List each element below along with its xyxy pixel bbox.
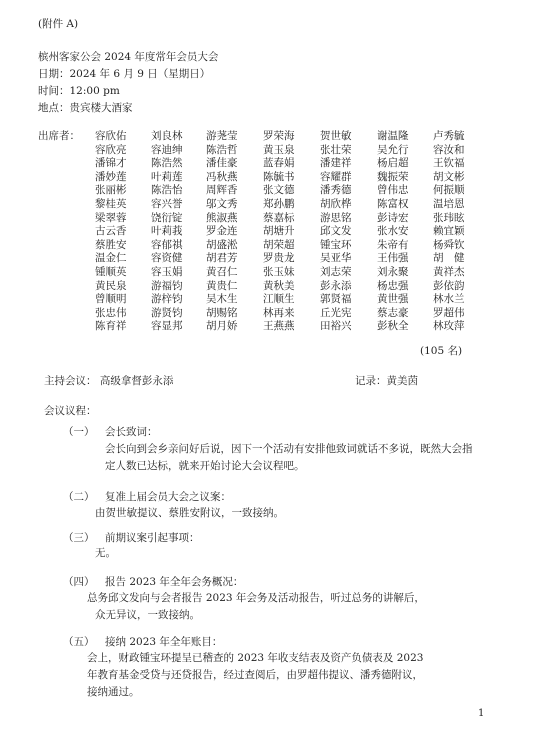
attendee-name: 刘志荣 bbox=[320, 266, 352, 278]
attendee-name: 张玮眩 bbox=[433, 211, 465, 224]
agenda-item-1-body bbox=[105, 441, 473, 475]
attendance-count: (105 名) bbox=[420, 345, 463, 357]
attendee-name: 刘永聚 bbox=[377, 266, 409, 278]
agenda-item-4-line: 总务邱文发向与会者报告 2023 年会务及活动报告，听过总务的讲解后， bbox=[87, 592, 425, 604]
attendee-name: 游思铭 bbox=[320, 211, 352, 224]
attendee-name: 锺顺英 bbox=[95, 266, 127, 278]
event-venue: 地点：贵宾楼大酒家 bbox=[38, 102, 133, 114]
attendee-name: 郑孙鹏 bbox=[263, 198, 295, 210]
attendee-name: 容资健 bbox=[151, 252, 183, 265]
attendee-name: 曾伟忠 bbox=[377, 184, 409, 197]
agenda-item-5-number: （五） bbox=[63, 636, 95, 648]
attendee-name: 陈浩然 bbox=[151, 157, 183, 170]
attendee-name: 张玉妹 bbox=[263, 266, 295, 278]
attendee-name: 魏振荣 bbox=[377, 170, 409, 183]
attendee-row bbox=[95, 293, 515, 306]
attendee-name: 潘佳豪 bbox=[206, 157, 238, 170]
attendee-name: 胡塘升 bbox=[263, 225, 295, 238]
attendee-name: 温培恩 bbox=[433, 198, 465, 210]
agenda-item-3-number: （三） bbox=[63, 532, 95, 544]
attendee-name: 罗超伟 bbox=[433, 306, 465, 319]
attendee-name: 赖宜颖 bbox=[433, 225, 465, 238]
agenda-item-4-line: 众无异议，一致接纳。 bbox=[95, 609, 200, 621]
attendee-name: 潘建祥 bbox=[320, 157, 352, 170]
attendee-row bbox=[95, 307, 515, 320]
attendee-name: 游贤钧 bbox=[151, 306, 183, 319]
agenda-item-1-line: 定人数已达标，就来开始讨论大会议程吧。 bbox=[105, 460, 305, 472]
event-date: 日期：2024 年 6 月 9 日（星期日） bbox=[38, 68, 211, 80]
agenda-item-3-line: 无。 bbox=[95, 547, 116, 559]
agenda-item-2-number: （二） bbox=[63, 491, 95, 503]
attendee-name: 胡 健 bbox=[433, 252, 465, 265]
attendee-name: 何振顺 bbox=[433, 184, 465, 197]
attendee-name: 张水安 bbox=[377, 225, 409, 238]
attendee-name: 容欣亮 bbox=[95, 143, 127, 156]
attendee-name: 黄玉泉 bbox=[263, 143, 295, 156]
attendee-row bbox=[95, 320, 515, 333]
agenda-item-5-line: 年教育基金受贷与还贷报告，经过查阅后，由罗超伟提议、潘秀德附议， bbox=[87, 669, 423, 681]
attendee-name: 黄秋美 bbox=[263, 279, 295, 292]
attendee-name: 黄祥杰 bbox=[433, 266, 465, 278]
attendee-name: 吴木生 bbox=[206, 293, 238, 306]
attendee-name: 吴亚华 bbox=[320, 252, 352, 265]
annex-label: (附件 A) bbox=[38, 18, 79, 30]
attendee-name: 蔡嘉标 bbox=[263, 211, 295, 224]
attendee-name: 卢秀毓 bbox=[433, 130, 465, 142]
attendee-name: 刘良林 bbox=[151, 130, 183, 142]
attendee-name: 叶莉莪 bbox=[151, 225, 183, 238]
attendee-row bbox=[95, 144, 515, 157]
attendee-name: 丘光宪 bbox=[320, 306, 352, 319]
attendee-name: 胡盛淞 bbox=[206, 238, 238, 251]
chairperson: 主持会议： 高级拿督彭永添 bbox=[44, 375, 174, 387]
attendee-name: 朱帝有 bbox=[377, 238, 409, 251]
attendee-name: 蓝春娟 bbox=[263, 157, 295, 170]
attendee-name: 杨启超 bbox=[377, 157, 409, 170]
attendee-name: 胡欣桦 bbox=[320, 198, 352, 210]
agenda-item-3-title: 前期议案引起事项： bbox=[105, 532, 200, 544]
attendee-name: 黄贵仁 bbox=[206, 279, 238, 292]
attendee-name: 胡月娇 bbox=[206, 320, 238, 333]
attendee-name: 胡荣超 bbox=[263, 238, 295, 251]
attendee-name: 容玉娟 bbox=[151, 266, 183, 278]
agenda-item-1-title: 会长致词： bbox=[105, 426, 158, 438]
attendee-name: 容兴誉 bbox=[151, 198, 183, 210]
agenda-item-5-title: 接纳 2023 年全年账目： bbox=[105, 636, 223, 648]
attendee-row bbox=[95, 212, 515, 225]
attendee-name: 林再来 bbox=[263, 306, 295, 319]
attendee-name: 冯秋燕 bbox=[206, 170, 238, 183]
attendee-name: 黄召仁 bbox=[206, 266, 238, 278]
attendee-name: 梁翠蓉 bbox=[95, 211, 127, 224]
agenda-item-4-number: （四） bbox=[63, 576, 95, 588]
page-number: 1 bbox=[478, 708, 485, 719]
attendee-row bbox=[95, 266, 515, 279]
attendee-name: 贺世敏 bbox=[320, 130, 352, 142]
attendee-row bbox=[95, 157, 515, 170]
attendee-name: 江顺生 bbox=[263, 293, 295, 306]
attendee-name: 罗荣海 bbox=[263, 130, 295, 142]
attendee-name: 游福钧 bbox=[151, 279, 183, 292]
attendee-name: 黄世强 bbox=[377, 293, 409, 306]
agenda-item-2-title: 复准上届会员大会之议案： bbox=[105, 491, 231, 503]
attendee-row bbox=[95, 130, 515, 143]
agenda-item-2-line: 由贺世敏提议、蔡胜安附议，一致接纳。 bbox=[95, 507, 284, 519]
attendee-name: 张文德 bbox=[263, 184, 295, 197]
attendee-name: 周辉香 bbox=[206, 184, 238, 197]
attendee-name: 林玫萍 bbox=[433, 320, 465, 333]
attendee-name: 田裕兴 bbox=[320, 320, 352, 333]
attendee-name: 邬文秀 bbox=[206, 198, 238, 210]
attendee-name: 古云香 bbox=[95, 225, 127, 238]
attendee-name: 陈毓书 bbox=[263, 170, 295, 183]
attendee-name: 陈育祥 bbox=[95, 320, 127, 333]
agenda-item-1-line: 会长向到会乡亲问好后说，因下一个活动有安排他致词就话不多说，既然大会指 bbox=[105, 443, 473, 455]
attendee-name: 王伟强 bbox=[377, 252, 409, 265]
attendee-row bbox=[95, 225, 515, 238]
agenda-item-2-body bbox=[95, 505, 284, 522]
attendee-name: 杨忠强 bbox=[377, 279, 409, 292]
attendee-name: 游荛莹 bbox=[206, 130, 238, 142]
attendee-name: 胡文彬 bbox=[433, 170, 465, 183]
attendee-name: 王钦福 bbox=[433, 157, 465, 170]
agenda-item-4-body bbox=[87, 590, 425, 624]
attendee-name: 容显邦 bbox=[151, 320, 183, 333]
attendee-name: 杨舜钦 bbox=[433, 238, 465, 251]
recorder: 记录：黄美茵 bbox=[355, 375, 418, 387]
attendee-row bbox=[95, 239, 515, 252]
attendee-name: 郭贤福 bbox=[320, 293, 352, 306]
attendee-name: 曾顺明 bbox=[95, 293, 127, 306]
attendee-name: 锺宝环 bbox=[320, 238, 352, 251]
event-title: 槟州客家公会 2024 年度常年会员大会 bbox=[38, 51, 219, 63]
attendee-row bbox=[95, 252, 515, 265]
attendee-name: 熊淑燕 bbox=[206, 211, 238, 224]
attendee-name: 彭依韵 bbox=[433, 279, 465, 292]
attendee-name: 潘锦才 bbox=[95, 157, 127, 170]
attendee-name: 张壮荣 bbox=[320, 143, 352, 156]
attendee-name: 陈浩怡 bbox=[151, 184, 183, 197]
agenda-item-3-body bbox=[95, 545, 116, 562]
attendee-name: 黎桂英 bbox=[95, 198, 127, 210]
attendee-name: 吴允行 bbox=[377, 143, 409, 156]
attendee-name: 胡赐铭 bbox=[206, 306, 238, 319]
attendee-name: 罗贵龙 bbox=[263, 252, 295, 265]
attendee-name: 潘秀德 bbox=[320, 184, 352, 197]
attendee-name: 彭永添 bbox=[320, 279, 352, 292]
attendee-name: 蔡志豪 bbox=[377, 306, 409, 319]
attendee-row bbox=[95, 184, 515, 197]
attendee-name: 潘妙莲 bbox=[95, 170, 127, 183]
agenda-item-5-line: 接纳通过。 bbox=[87, 686, 140, 698]
attendee-name: 谢温隆 bbox=[377, 130, 409, 142]
attendee-name: 蔡胜安 bbox=[95, 238, 127, 251]
attendance-label: 出席者： bbox=[38, 130, 80, 142]
attendee-name: 容耀群 bbox=[320, 170, 352, 183]
attendee-name: 张忠伟 bbox=[95, 306, 127, 319]
attendee-name: 温金仁 bbox=[95, 252, 127, 265]
agenda-item-4-title: 报告 2023 年全年会务概况： bbox=[105, 576, 244, 588]
attendee-name: 容迪绅 bbox=[151, 143, 183, 156]
attendee-name: 胡君芳 bbox=[206, 252, 238, 265]
attendee-name: 王燕燕 bbox=[263, 320, 295, 333]
agenda-title: 会议议程： bbox=[44, 405, 97, 417]
attendee-row bbox=[95, 198, 515, 211]
attendee-name: 饶衍锭 bbox=[151, 211, 183, 224]
attendee-name: 林水兰 bbox=[433, 293, 465, 306]
attendee-name: 游梓钧 bbox=[151, 293, 183, 306]
attendee-name: 黄民泉 bbox=[95, 279, 127, 292]
attendee-name: 罗金连 bbox=[206, 225, 238, 238]
attendee-name: 容郁祺 bbox=[151, 238, 183, 251]
attendee-row bbox=[95, 171, 515, 184]
attendee-name: 陈富权 bbox=[377, 198, 409, 210]
attendee-name: 容汝和 bbox=[433, 143, 465, 156]
agenda-item-5-line: 会上，财政锺宝环提呈已稽查的 2023 年收支结表及资产负债表及 2023 bbox=[87, 652, 424, 664]
attendee-name: 容欣佑 bbox=[95, 130, 127, 142]
agenda-item-5-body bbox=[87, 650, 423, 701]
attendee-name: 叶莉莲 bbox=[151, 170, 183, 183]
attendee-name: 张丽彬 bbox=[95, 184, 127, 197]
attendee-name: 彭诗宏 bbox=[377, 211, 409, 224]
attendee-name: 彭秋全 bbox=[377, 320, 409, 333]
attendee-name: 邱文发 bbox=[320, 225, 352, 238]
attendee-row bbox=[95, 280, 515, 293]
attendee-name: 陈浩哲 bbox=[206, 143, 238, 156]
agenda-item-1-number: （一） bbox=[63, 426, 95, 438]
event-time: 时间：12:00 pm bbox=[38, 85, 120, 97]
